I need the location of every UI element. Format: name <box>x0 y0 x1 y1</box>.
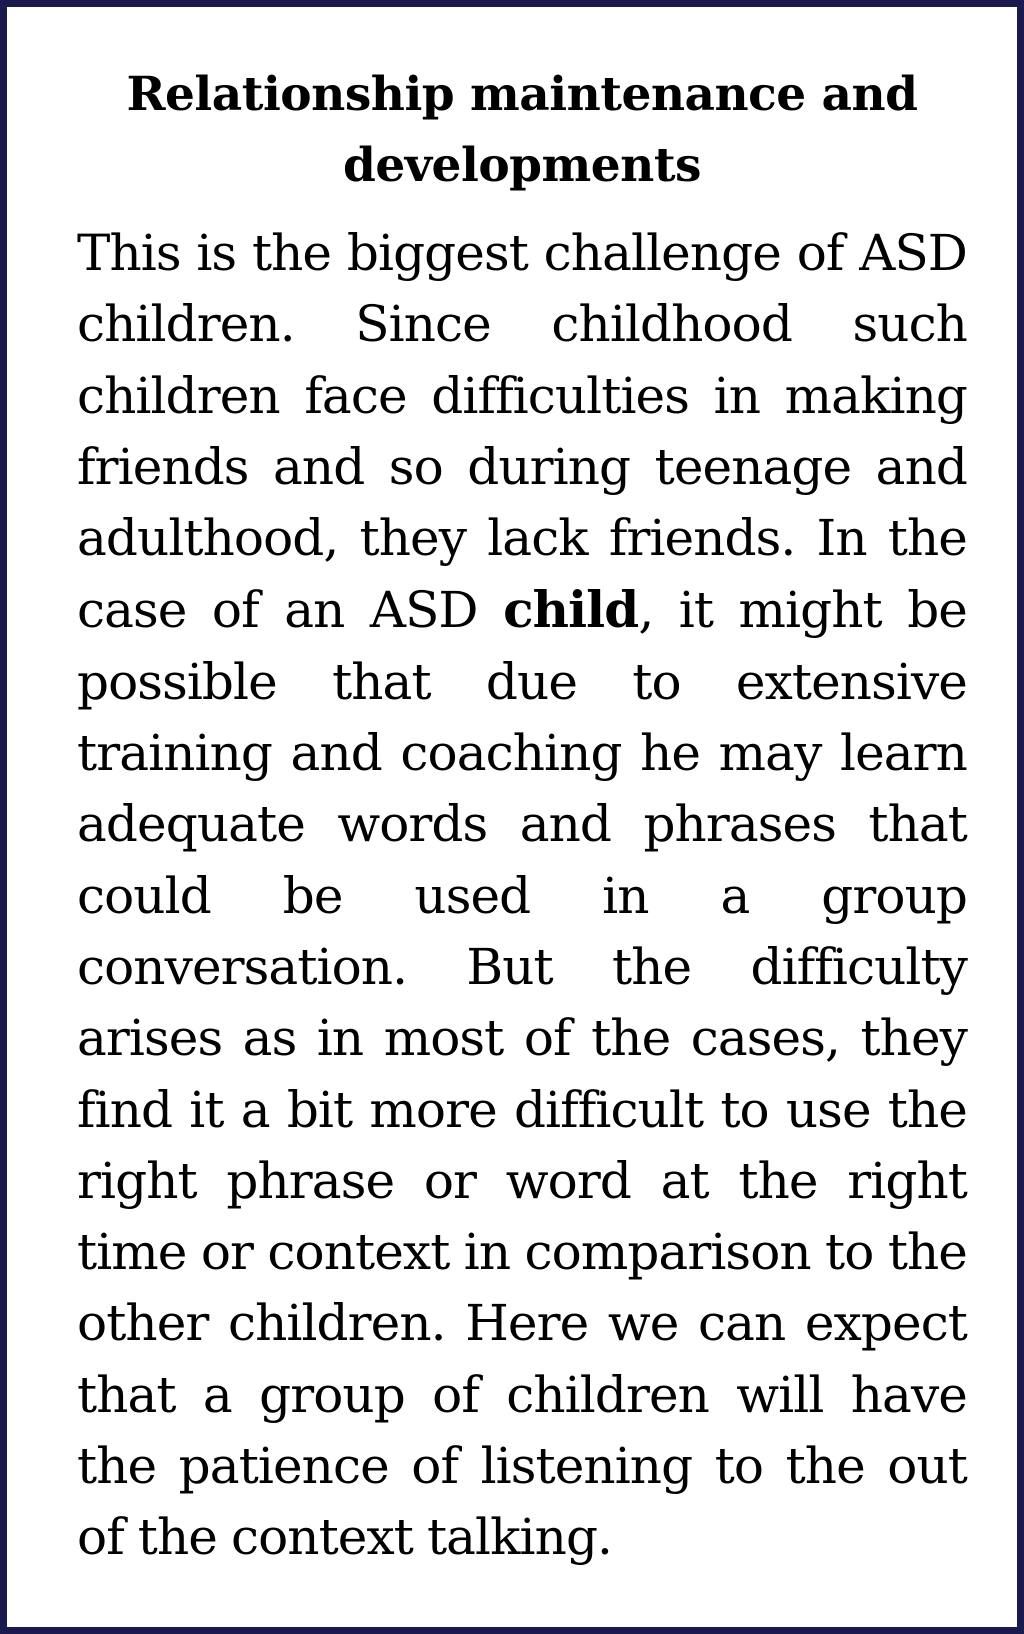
section-title: Relationship maintenance and developments <box>126 67 918 193</box>
text-box-content <box>77 59 967 1574</box>
body-paragraph <box>77 218 967 1574</box>
paragraph-text-part-2: , it might be possible that due to extensive training and coaching he may learn adequate words and phrases that could be used in a group conversation. But the difficulty arises as in most of the cases, they find it a bit more difficult to use the right phrase or word at the right time or context in comparison to the other children. Here we can expect that a group of children will have the patience of listening to the out of the context talking. <box>77 581 967 1567</box>
bold-word-child: child <box>503 580 639 640</box>
paragraph-text-part-1: This is the biggest challenge of ASD children. Since childhood such children face difficulties in making friends and so during teenage and adulthood, they lack friends. In the case of an ASD <box>77 224 967 640</box>
